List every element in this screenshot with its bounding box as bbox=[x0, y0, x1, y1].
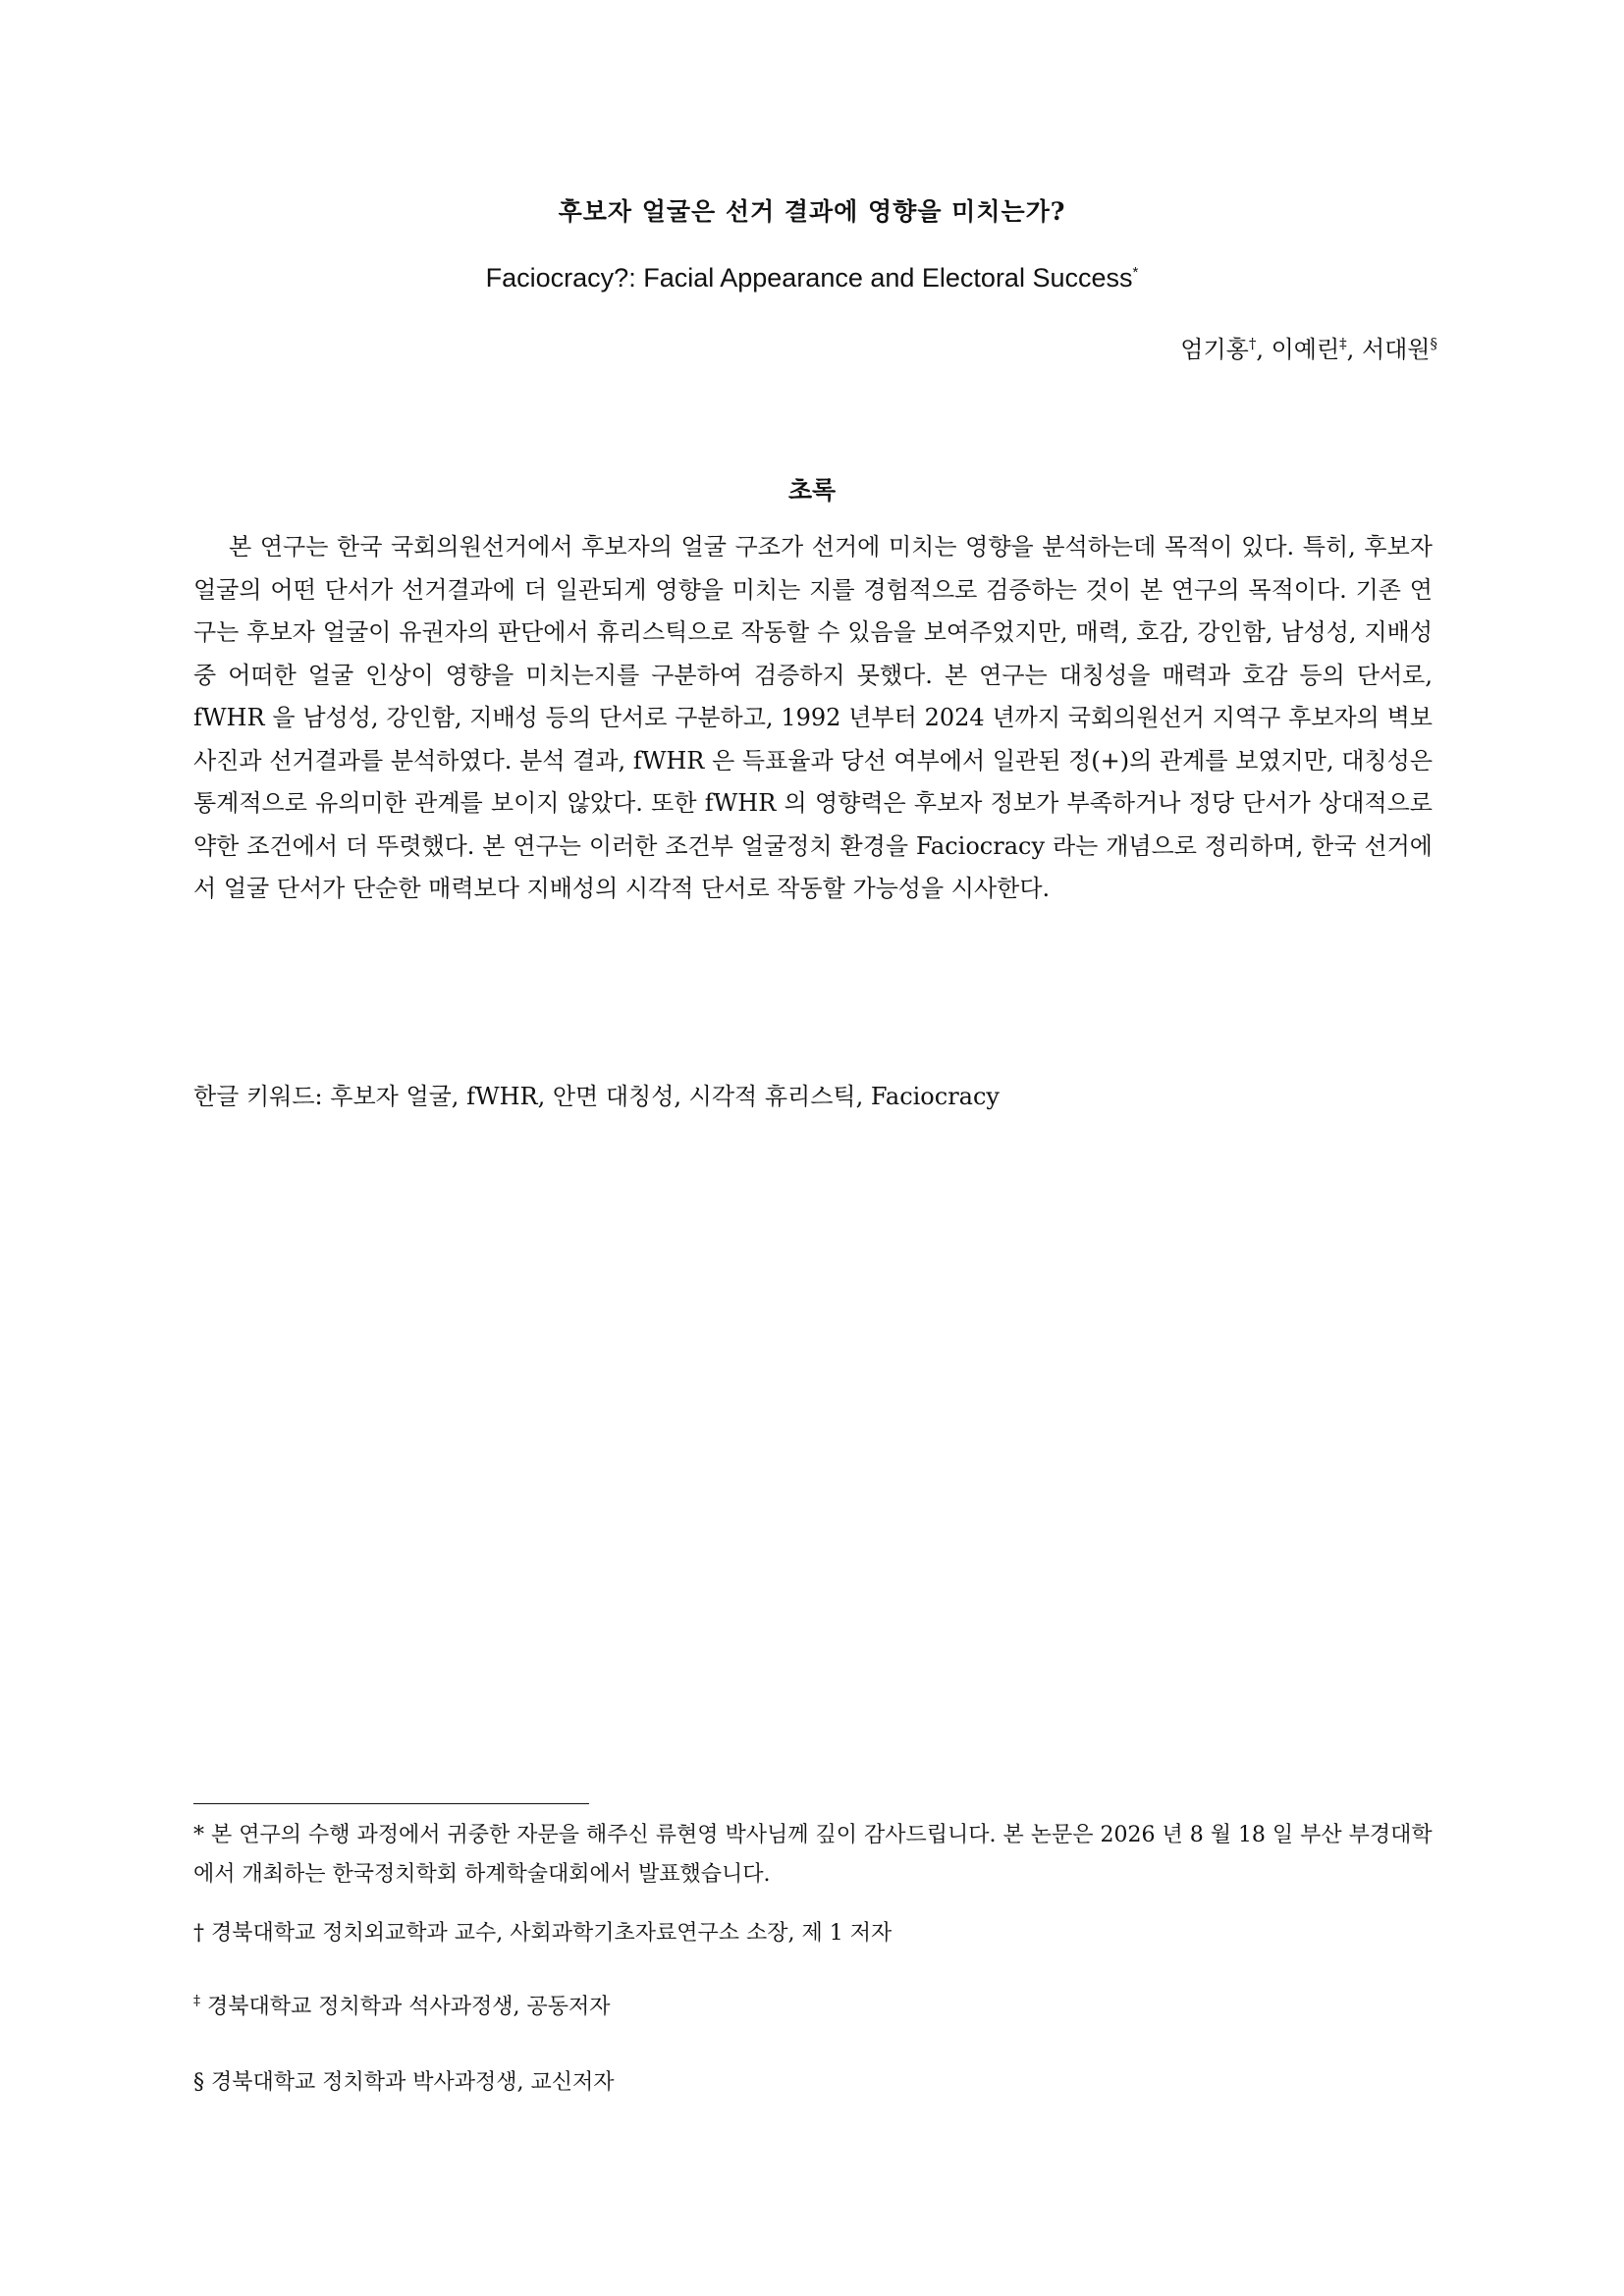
abstract-heading: 초록 bbox=[787, 476, 837, 505]
title-footnote-mark: * bbox=[1132, 264, 1139, 281]
footnote-author-1 bbox=[193, 1914, 1433, 1953]
author-separator: , bbox=[1346, 336, 1362, 363]
footnote-divider bbox=[193, 1803, 589, 1804]
author-name: 이예린 bbox=[1271, 336, 1340, 363]
author-mark: § bbox=[1430, 335, 1437, 352]
author-separator: , bbox=[1256, 336, 1272, 363]
keywords-line: 한글 키워드: 후보자 얼굴, fWHR, 안면 대칭성, 시각적 휴리스틱, Faciocracy bbox=[193, 1083, 1000, 1110]
title-english bbox=[0, 263, 1624, 294]
footnote-author-2 bbox=[193, 1988, 1433, 2027]
footnote-acknowledgement bbox=[193, 1816, 1433, 1895]
footnote-text: 경북대학교 정치외교학과 교수, 사회과학기초자료연구소 소장, 제 1 저자 bbox=[204, 1921, 893, 1946]
footnote-text: 본 연구의 수행 과정에서 귀중한 자문을 해주신 류현영 박사님께 깊이 감사드립니다. 본 논문은 2026 년 8 월 18 일 부산 부경대학에서 개최하는 한국정치학회 하계학술대회에서 발표했습니다. bbox=[193, 1823, 1433, 1887]
author-mark: † bbox=[1248, 335, 1257, 352]
footnote-mark: ‡ bbox=[193, 1993, 200, 2009]
footnote-text: 경북대학교 정치학과 박사과정생, 교신저자 bbox=[204, 2070, 615, 2095]
title-korean: 후보자 얼굴은 선거 결과에 영향을 미치는가? bbox=[558, 197, 1066, 226]
author-name: 엄기홍 bbox=[1180, 336, 1249, 363]
footnote-mark: † bbox=[193, 1921, 204, 1946]
footnote-mark: * bbox=[193, 1823, 204, 1847]
author-list bbox=[1180, 330, 1437, 364]
footnote-author-3 bbox=[193, 2063, 1433, 2103]
footnote-mark: § bbox=[193, 2070, 204, 2095]
abstract-body: 본 연구는 한국 국회의원선거에서 후보자의 얼굴 구조가 선거에 미치는 영향을 분석하는데 목적이 있다. 특히, 후보자 얼굴의 어떤 단서가 선거결과에 더 일관되게 영향을 미치는 지를 경험적으로 검증하는 것이 본 연구의 목적이다. 기존 연구는 후보자 얼굴이 유권자의 판단에서 휴리스틱으로 작동할 수 있음을 보여주었지만, 매력, 호감, 강인함, 남성성, 지배성 중 어떠한 얼굴 인상이 영향을 미치는지를 구분하여 검증하지 못했다. 본 연구는 대칭성을 매력과 호감 등의 단서로, fWHR 을 남성성, 강인함, 지배성 등의 단서로 구분하고, 1992 년부터 2024 년까지 국회의원선거 지역구 후보자의 벽보 사진과 선거결과를 분석하였다. 분석 결과, fWHR 은 득표율과 당선 여부에서 일관된 정(+)의 관계를 보였지만, 대칭성은 통계적으로 유의미한 관계를 보이지 않았다. 또한 fWHR 의 영향력은 후보자 정보가 부족하거나 정당 단서가 상대적으로 약한 조건에서 더 뚜렷했다. 본 연구는 이러한 조건부 얼굴정치 환경을 Faciocracy 라는 개념으로 정리하며, 한국 선거에서 얼굴 단서가 단순한 매력보다 지배성의 시각적 단서로 작동할 가능성을 시사한다. bbox=[193, 533, 1433, 902]
footnote-text: 경북대학교 정치학과 석사과정생, 공동저자 bbox=[200, 1995, 611, 2019]
author-mark: ‡ bbox=[1339, 335, 1347, 352]
title-english-text: Faciocracy?: Facial Appearance and Electoral Success bbox=[485, 263, 1133, 293]
author-name: 서대원 bbox=[1361, 336, 1431, 363]
